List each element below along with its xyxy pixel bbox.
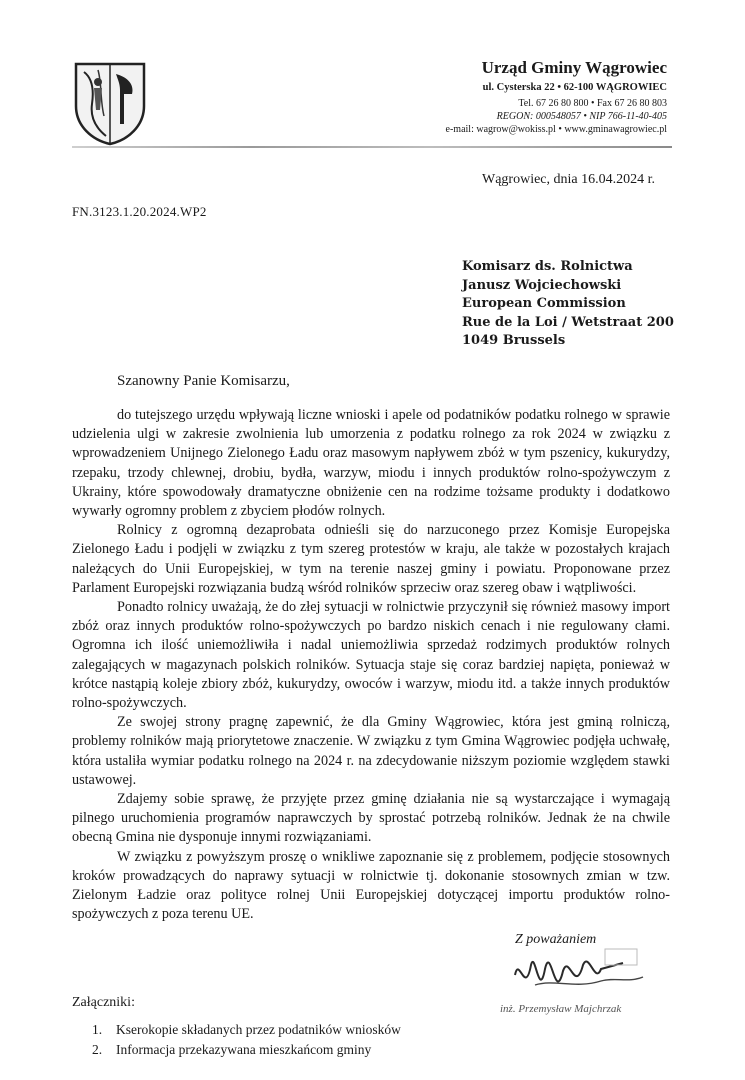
coat-of-arms-crest (72, 60, 148, 146)
body-paragraph: W związku z powyższym proszę o wnikliwe zapoznanie się z problemem, podjęcie stosownych kroków prowadzących do naprawy sytuacji w rolnictwie tj. dokonanie stosownych zmian w tzw. Zielonym Ładzie oraz polityce rolnej Unii Europejskiej dotyczącej importu produktów rolno-spożywczych z poza terenu UE. (72, 848, 670, 923)
attachment-item (92, 1040, 401, 1060)
body-paragraph: Zdajemy sobie sprawę, że przyjęte przez gminę działania nie są wystarczające i wymagają pilnego uruchomienia programów naprawczych by sprostać potrzebą rolników. Jednak że na chwile obecną Gmina nie dysponuje innymi rozwiązaniami. (72, 791, 670, 846)
letterhead-divider (72, 146, 672, 148)
attachment-item (92, 1020, 401, 1040)
attachment-number: 1. (92, 1022, 103, 1037)
recipient-line: 1049 Brussels (462, 333, 566, 348)
office-address: ul. Cysterska 22 • 62-100 WĄGROWIEC (482, 82, 667, 93)
office-name: Urząd Gminy Wągrowiec (481, 58, 667, 77)
attachment-number: 2. (92, 1041, 103, 1057)
recipient-line: European Commission (462, 296, 626, 311)
recipient-line: Janusz Wojciechowski (462, 277, 622, 293)
recipient-line: Rue de la Loi / Wetstraat 200 (462, 314, 674, 330)
body-paragraph: do tutejszego urzędu wpływają liczne wnioski i apele od podatników podatku rolnego w sprawie udzielenia ulgi w zakresie zwolnienia lub umorzenia z podatku rolnego za rok 2024 w związku z wprowadzeniem Unijnego Zielonego Ładu oraz masowym napływem zbóż w tym pszenicy, kukurydzy, rzepaku, trzody chlewnej, drobiu, bydła, warzyw, miodu i innych produktów rolno-spożywczym z Ukrainy, które spowodowały dramatyczne obniżenie cen na rodzime tożsame produkty i dodatkowo wywarły ogromny problem z zbyciem płodów rolnych. (72, 407, 670, 520)
attachments-title: Załączniki: (72, 995, 135, 1010)
letter-body (72, 406, 670, 924)
attachment-text: Informacja przekazywana mieszkańcom gminy (116, 1041, 372, 1057)
body-paragraph: Ze swojej strony pragnę zapewnić, że dla Gminy Wągrowiec, która jest gminą rolniczą, problemy rolników mają priorytetowe znaczenie. W związku z tym Gmina Wągrowiec podjęła uchwałę, która ustaliła wymiar podatku rolnego na 2024 r. na zdecydowanie niższym poziomie względem stawki ustawowej. (72, 714, 670, 788)
signatory-name: inż. Przemysław Majchrzak (500, 1003, 622, 1015)
office-regon: REGON: 000548057 • NIP 766-11-40-405 (496, 111, 667, 122)
body-paragraph: Rolnicy z ogromną dezaprobata odnieśli się do narzuconego przez Komisje Europejska Zielonego Ładu i podjęli w związku z tym szereg protestów w kraju, ale także w pozostałych krajach należących do Unii Europejskiej, w tym na terenie naszej gminy i powiatu. Proponowane przez Parlament Europejski rozwiązania budzą wśród rolników sprzeciw oraz szereg obaw i wątpliwości. (72, 522, 670, 596)
office-phone: Tel. 67 26 80 800 • Fax 67 26 80 803 (518, 98, 667, 109)
attachment-text: Kserokopie składanych przez podatników wniosków (116, 1022, 401, 1037)
body-paragraph: Ponadto rolnicy uważają, że do złej sytuacji w rolnictwie przyczynił się również masowy import zbóż oraz innych produktów rolno-spożywczych po bardzo niskich cenach i nie regulowany cłami. Ogromna ich ilość uniemożliwiła i nadal uniemożliwia sprzedaż rodzimych produktów rolnych zalegających w magazynach polskich rolników. Sytuacja staje się coraz bardziej napięta, ponieważ w krótce nastąpią koleje zbiory zbóż, kukurydzy, owoców i warzyw, miodu itd. a także innych produktów rolno-spożywczych. (72, 599, 670, 712)
office-contact: e-mail: wagrow@wokiss.pl • www.gminawagrowiec.pl (445, 124, 667, 135)
recipient-block (462, 258, 674, 351)
salutation: Szanowny Panie Komisarzu, (117, 373, 290, 389)
date-line: Wągrowiec, dnia 16.04.2024 r. (482, 172, 656, 187)
attachments-list (92, 1020, 401, 1059)
reference-number: FN.3123.1.20.2024.WP2 (72, 204, 207, 219)
closing-phrase: Z poważaniem (515, 932, 597, 947)
recipient-line: Komisarz ds. Rolnictwa (462, 259, 633, 274)
